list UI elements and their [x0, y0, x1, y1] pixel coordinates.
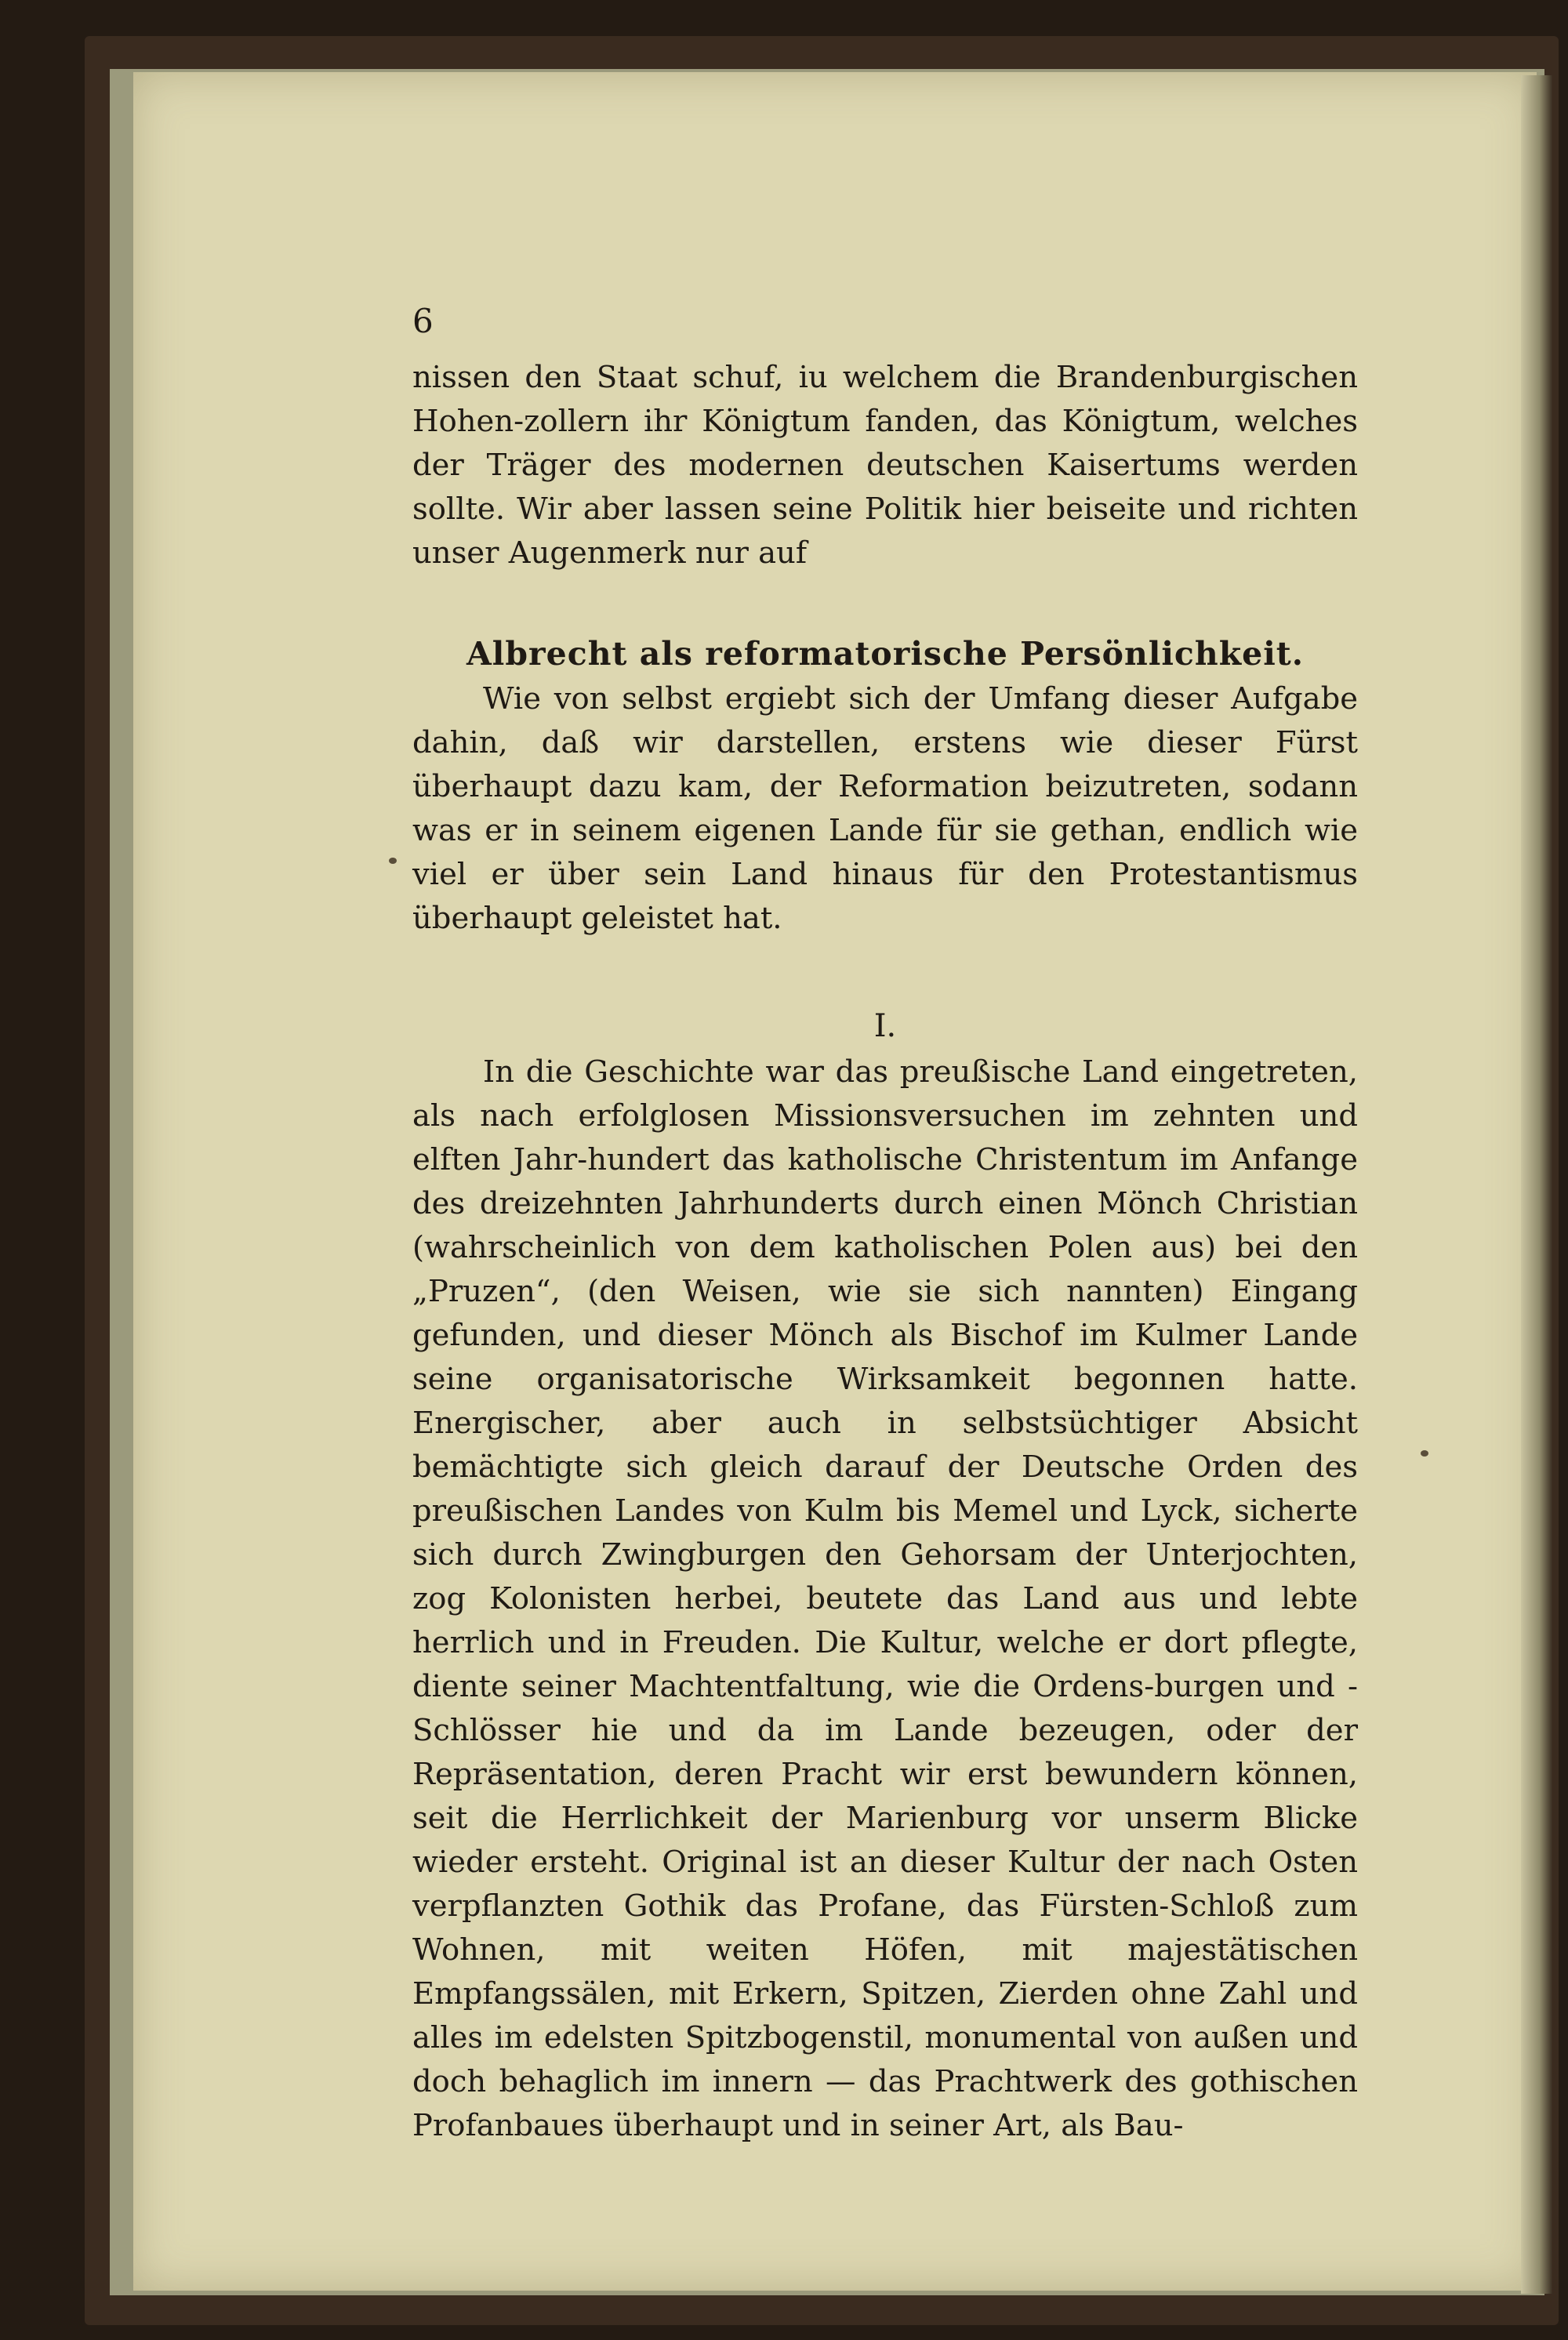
page-text-block: [412, 298, 1358, 2148]
paper-speck: [1421, 1450, 1428, 1457]
paragraph-intro: Wie von selbst ergiebt sich der Umfang dieser Aufgabe dahin, daß wir darstellen, erstens wie dieser Fürst überhaupt dazu kam, der Reformation beizutreten, sodann was er in seinem eigenen Lande für sie gethan, endlich wie viel er über sein Land hinaus für den Protestantismus überhaupt geleistet hat.: [412, 681, 1358, 936]
paper-speck: [389, 858, 397, 864]
paragraph-section-one: In die Geschichte war das preußische Land eingetreten, als nach erfolglosen Missionsversuchen im zehnten und elften Jahr-hundert das katholische Christentum im Anfange des dreizehnten Jahrhunderts durch einen Mönch Christian (wahrscheinlich von dem katholischen Polen aus) bei den „Pruzen“, (den Weisen, wie sie sich nannten) Eingang gefunden, und dieser Mönch als Bischof im Kulmer Lande seine organisatorische Wirksamkeit begonnen hatte. Energischer, aber auch in selbstsüchtiger Absicht bemächtigte sich gleich darauf der Deutsche Orden des preußischen Landes von Kulm bis Memel und Lyck, sicherte sich durch Zwingburgen den Gehorsam der Unterjochten, zog Kolonisten herbei, beutete das Land aus und lebte herrlich und in Freuden. Die Kultur, welche er dort pflegte, diente seiner Machtentfaltung, wie die Ordens-burgen und -Schlösser hie und da im Lande bezeugen, oder der Repräsentation, deren Pracht wir erst bewundern können, seit die Herrlichkeit der Marienburg vor unserm Blicke wieder ersteht. Original ist an dieser Kultur der nach Osten verpflanzten Gothik das Profane, das Fürsten-Schloß zum Wohnen, mit weiten Höfen, mit majestätischen Empfangssälen, mit Erkern, Spitzen, Zierden ohne Zahl und alles im edelsten Spitzbogenstil, monumental von außen und doch behaglich im innern — das Prachtwerk des gothischen Profanbaues überhaupt und in seiner Art, als Bau-: [412, 1054, 1358, 2143]
page-number: 6: [412, 302, 434, 340]
paragraph-continuation: nissen den Staat schuf, iu welchem die Brandenburgischen Hohen-zollern ihr Königtum fanden, das Königtum, welches der Träger des modernen deutschen Kaisertums werden sollte. Wir aber lassen seine Politik hier beiseite und richten unser Augenmerk nur auf: [412, 360, 1358, 571]
section-number: I.: [873, 1008, 897, 1044]
section-heading: Albrecht als reformatorische Persönlichkeit.: [466, 635, 1304, 673]
page-gutter: [1521, 75, 1552, 2294]
